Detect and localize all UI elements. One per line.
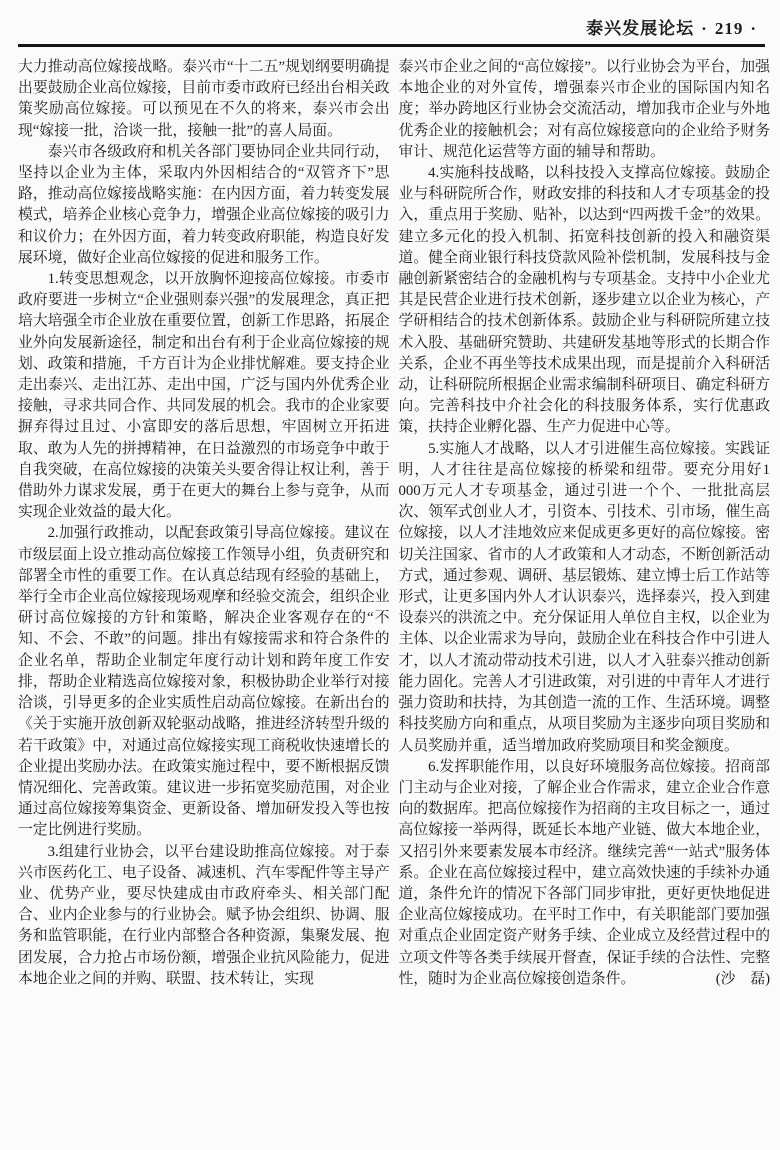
paragraph-intro: 泰兴市各级政府和机关各部门要协同企业共同行动，坚持以企业为主体，采取内外因相结合的“双管齐下”思路，推动高位嫁接战略实施：在内因方面，着力转变发展模式，培养企业核心竞争力，增强企业高位嫁接的吸引力和议价力；在外因方面，着力转变政府职能，构造良好发展环境，做好企业高位嫁接的促进和服务工作。 (18, 143, 390, 266)
article-body (18, 57, 770, 990)
paragraph-point-5: 5.实施人才战略，以人才引进催生高位嫁接。实践证明，人才往往是高位嫁接的桥梁和纽带。要充分用好1 000万元人才专项基金，通过引进一个个、一批批高层次、领军式创业人才，引资本、引技术、引市场，催生高位嫁接，以人才洼地效应来促成更多更好的高位嫁接。密切关注国家、省市的人才政策和人才动态，不断创新活动方式，通过参观、调研、基层锻炼、建立博士后工作站等形式，让更多国内外人才认识泰兴，选择泰兴，投入到建设泰兴的洪流之中。充分保证用人单位自主权，以企业为主体、以企业需求为导向，鼓励企业在科技合作中引进人才，以人才流动带动技术引进，以人才入驻泰兴推动创新能力固化。完善人才引进政策，对引进的中青年人才进行强力资助和扶持，为其创造一流的工作、生活环境。调整科技奖励方向和重点，从项目奖励为主逐步向项目奖励和人员奖励并重，适当增加政府奖励项目和奖金额度。 (398, 440, 770, 754)
journal-title: 泰兴发展论坛 (586, 19, 695, 38)
author-signature: (沙 磊) (715, 970, 770, 987)
paragraph-point-3-continuation: 泰兴市企业之间的“高位嫁接”。以行业协会为平台，加强本地企业的对外宣传，增强泰兴市企业的国际国内知名度；举办跨地区行业协会交流活动，增加我市企业与外地优秀企业的接触机会；对有高位嫁接意向的企业给予财务审计、规范化运营等方面的辅导和帮助。 (398, 59, 770, 160)
page-header (586, 14, 764, 39)
page-number-separator-right: · (750, 19, 757, 38)
paragraph-continuation: 大力推动高位嫁接战略。泰兴市“十二五”规划纲要明确提出要鼓励企业高位嫁接，目前市委市政府已经出台相关政策奖励高位嫁接。可以预见在不久的将来，泰兴市会出现“嫁接一批，洽谈一批，接触一批”的喜人局面。 (18, 59, 390, 139)
header-divider-rule (18, 44, 765, 47)
paragraph-point-3: 3.组建行业协会，以平台建设助推高位嫁接。对于泰兴市医药化工、电子设备、减速机、汽车零配件等主导产业、优势产业，要尽快建成由市政府牵头、相关部门配合、业内企业参与的行业协会。赋予协会组织、协调、服务和监管职能，在行业内部整合各种资源，集聚发展、抱团发展，合力抢占市场份额，增强企业抗风险能力，促进本地企业之间的并购、联盟、技术转让，实现 (18, 843, 390, 987)
page-number: 219 (714, 19, 744, 38)
paragraph-point-2: 2.加强行政推动，以配套政策引导高位嫁接。建议在市级层面上设立推动高位嫁接工作领导小组，负责研究和部署全市性的重要工作。在认真总结现有经验的基础上，举行全市企业高位嫁接现场观摩和经验交流会，组织企业研讨高位嫁接的方针和策略，解决企业客观存在的“不知、不会、不敢”的问题。排出有嫁接需求和符合条件的企业名单，帮助企业制定年度行动计划和跨年度工作安排，帮助企业精选高位嫁接对象，积极协助企业举行对接洽谈，引导更多的企业实质性启动高位嫁接。在新出台的《关于实施开放创新双轮驱动战略，推进经济转型升级的若干政策》中，对通过高位嫁接实现工商税收快速增长的企业提出奖励办法。在政策实施过程中，要不断根据反馈情况细化、完善政策。建议进一步拓宽奖励范围，对企业通过高位嫁接筹集资金、更新设备、增加研发投入等也按一定比例进行奖励。 (18, 525, 390, 839)
paragraph-point-1: 1.转变思想观念，以开放胸怀迎接高位嫁接。市委市政府要进一步树立“企业强则泰兴强”的发展理念，真正把培大培强全市企业放在重要位置，创新工作思路，拓展企业外向发展新途径，制定和出台有利于企业高位嫁接的规划、政策和措施，千方百计为企业排忧解难。要支持企业走出泰兴、走出江苏、走出中国，广泛与国内外优秀企业接触，寻求共同合作、共同发展的机会。我市的企业家要摒弃得过且过、小富即安的落后思想，牢固树立开拓进取、敢为人先的拼搏精神，在日益激烈的市场竞争中敢于自我突破，在高位嫁接的决策关头要舍得让权让利，善于借助外力谋求发展，勇于在更大的舞台上参与竞争，从而实现企业效益的最大化。 (18, 271, 390, 521)
page-number-separator-left: · (701, 19, 708, 38)
paragraph-point-6 (399, 757, 771, 990)
left-column (18, 57, 390, 990)
right-column (399, 57, 771, 990)
paragraph-text: 6.发挥职能作用，以良好环境服务高位嫁接。招商部门主动与企业对接，了解企业合作需求，建立企业合作意向的数据库。把高位嫁接作为招商的主攻目标之一，通过高位嫁接一举两得，既延长本地产业链、做大本地企业，又招引外来要素发展本市经济。继续完善“一站式”服务体系。企业在高位嫁接过程中，建立高效快速的手续补办通道，条件允许的情况下各部门同步审批，更好更快地促进企业高位嫁接成功。在平时工作中，有关职能部门要加强对重点企业固定资产财务手续、企业成立及经营过程中的立项文件等各类手续展开督查，保证手续的合法性、完整性，随时为企业高位嫁接创造条件。 (398, 758, 770, 987)
paragraph-point-4: 4.实施科技战略，以科技投入支撑高位嫁接。鼓励企业与科研院所合作，财政安排的科技和人才专项基金的投入，重点用于奖励、贴补，以达到“四两拨千金”的效果。建立多元化的投入机制、拓宽科技创新的投入和融资渠道。健全商业银行科技贷款风险补偿机制，发展科技与金融创新紧密结合的金融机构与专项基金。支持中小企业尤其是民营企业进行技术创新，逐步建立以企业为核心，产学研相结合的技术创新体系。鼓励企业与科研院所建立技术入股、基础研究赞助、共建研发基地等形式的长期合作关系，企业不再坐等技术成果出现，而是提前介入科研活动，让科研院所根据企业需求编制科研项目、确定科研方向。完善科技中介社会化的科技服务体系，实行优惠政策，扶持企业孵化器、生产力促进中心等。 (398, 165, 770, 436)
